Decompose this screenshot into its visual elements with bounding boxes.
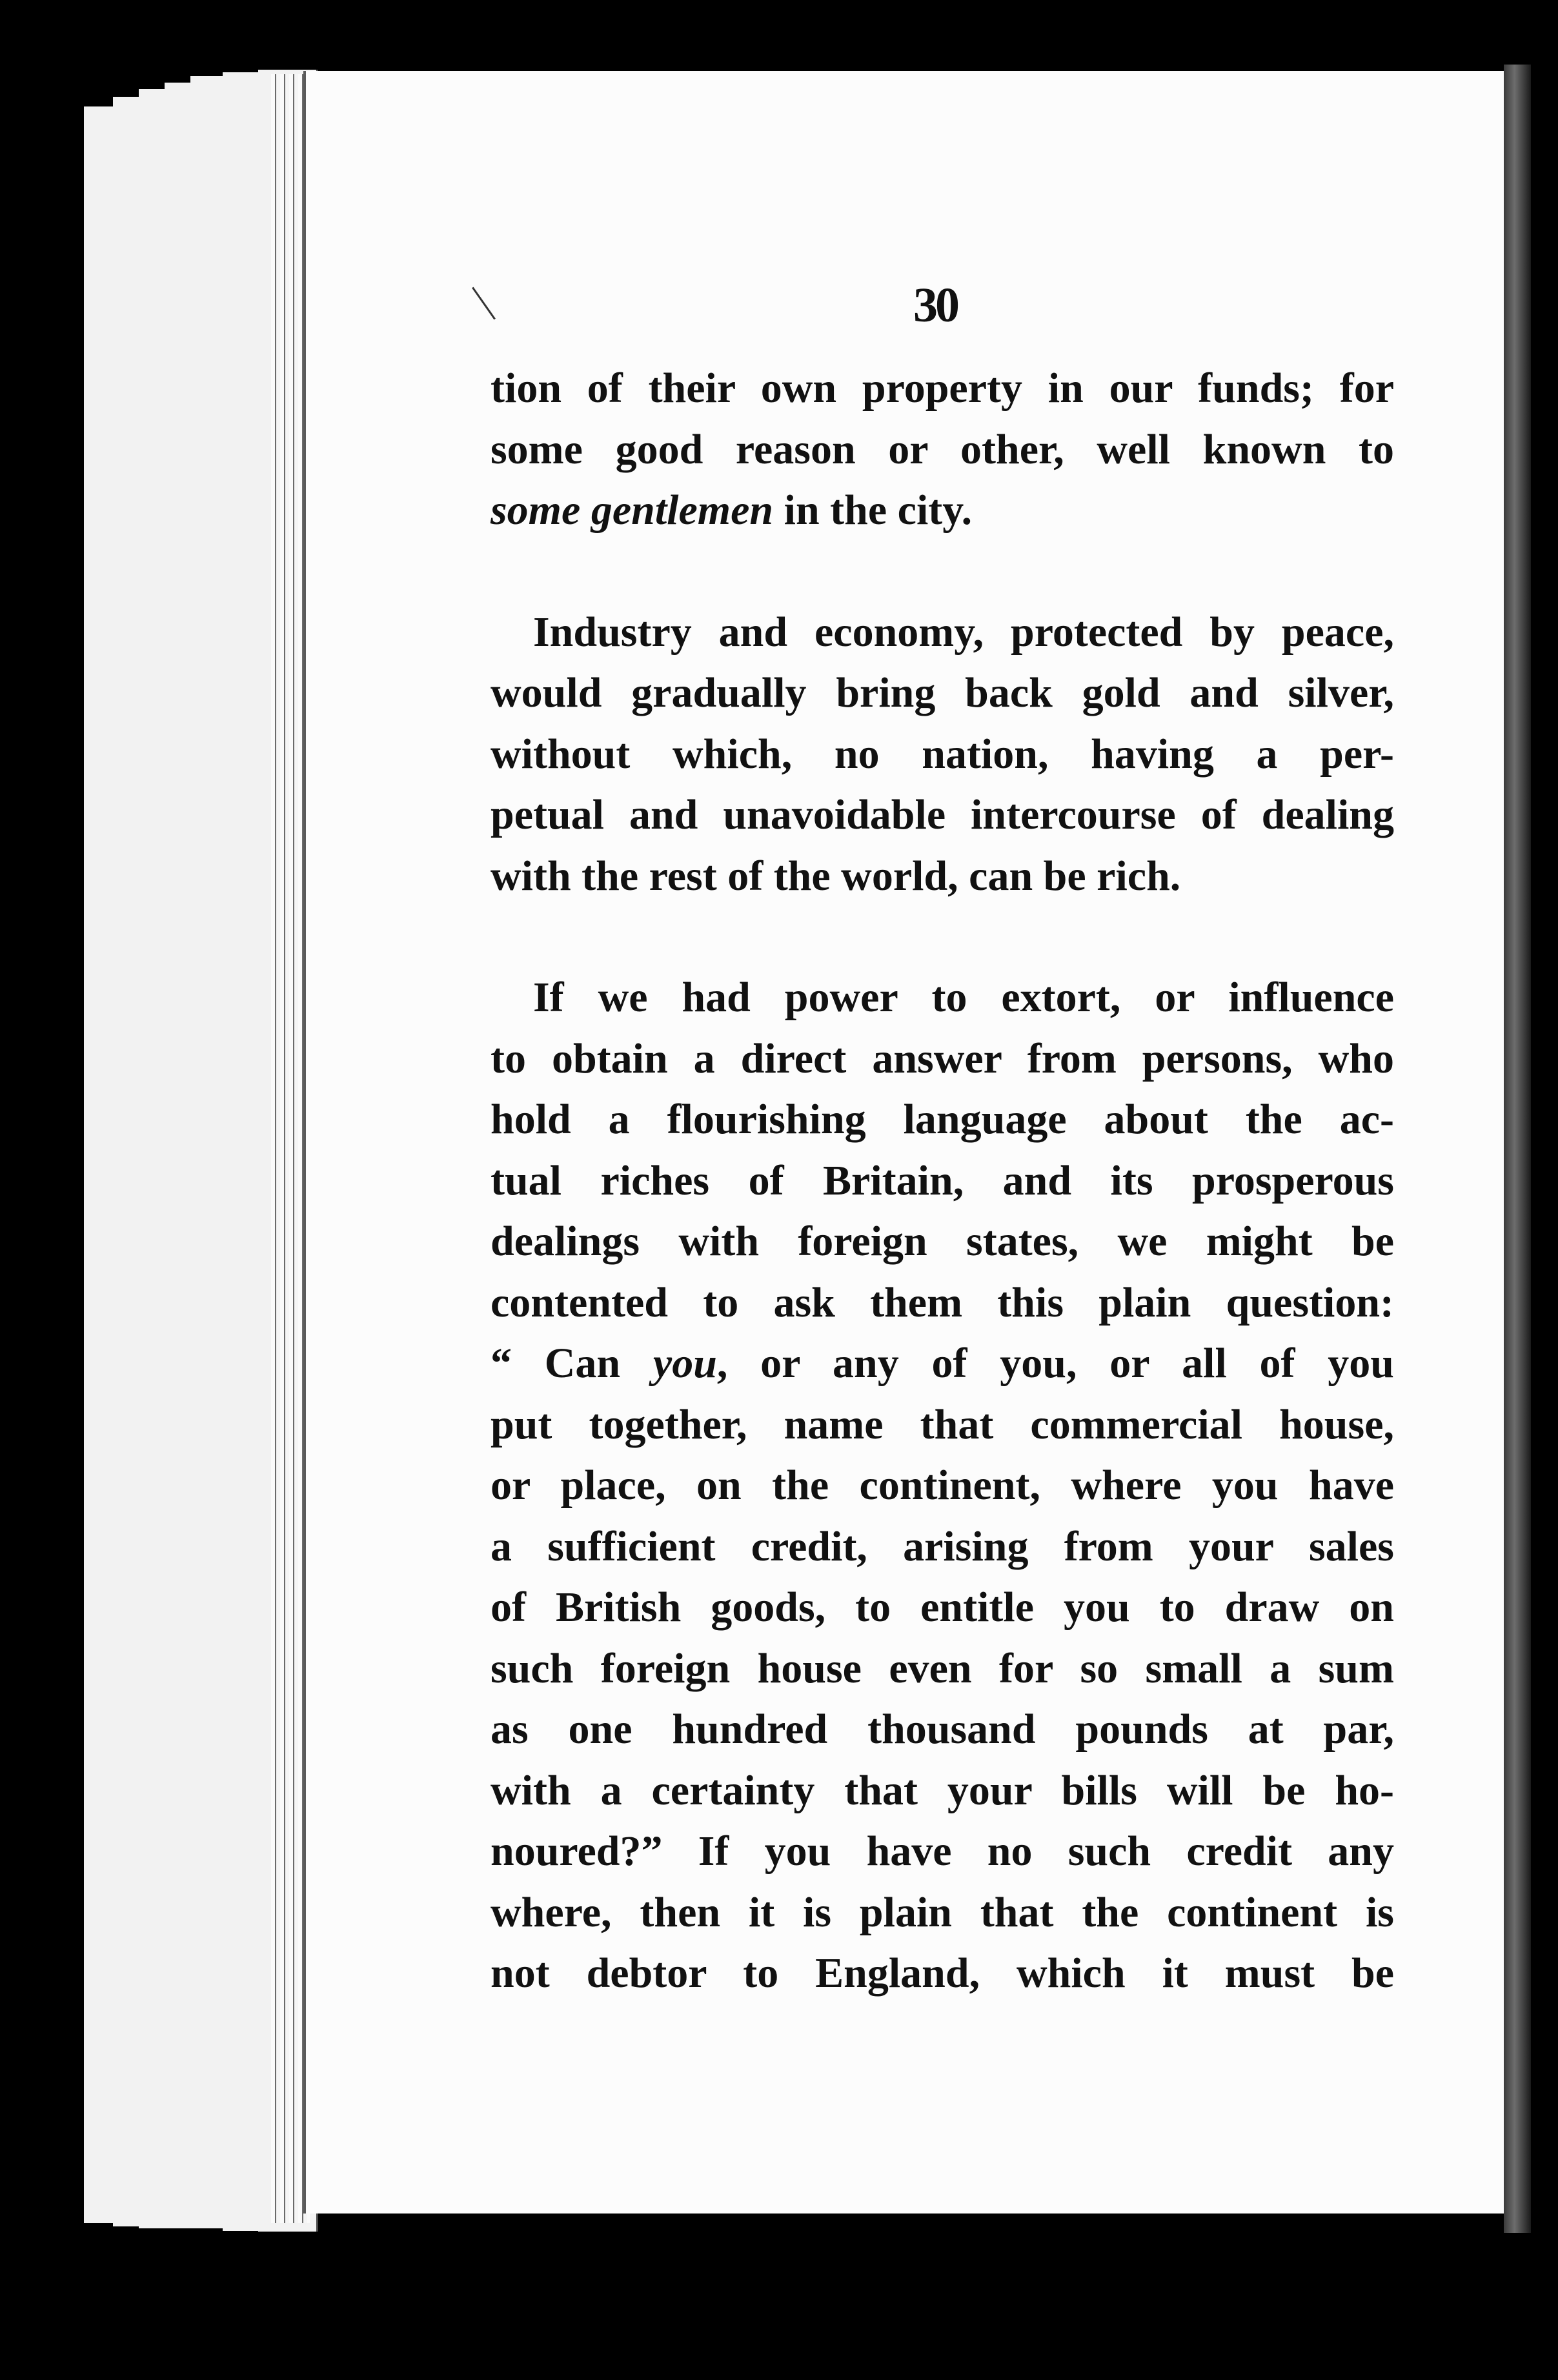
text-line: a sufficient credit, arising from your sales <box>491 1522 1394 1570</box>
text-line: dealings with foreign states, we might be <box>491 1218 1394 1265</box>
text-line: If we had power to extort, or influence <box>533 974 1394 1021</box>
text-run: , or any of you, or all of you <box>716 1340 1394 1387</box>
text-line: hold a flourishing language about the ac- <box>491 1096 1394 1143</box>
text-line: tual riches of Britain, and its prosperous <box>491 1156 1394 1204</box>
text-run: in the city. <box>773 487 973 534</box>
text-line: such foreign house even for so small a sum <box>491 1644 1394 1692</box>
text-line: contented to ask them this plain question: <box>491 1278 1394 1326</box>
text-line: without which, no nation, having a per- <box>491 730 1394 778</box>
text-line: would gradually bring back gold and silver, <box>491 669 1394 716</box>
text-line: or place, on the continent, where you have <box>491 1462 1394 1509</box>
body-text <box>491 358 1394 2004</box>
text-line: as one hundred thousand pounds at par, <box>491 1706 1394 1753</box>
text-line: with the rest of the world, can be rich. <box>491 852 1181 900</box>
text-line: Industry and economy, protected by peace, <box>533 608 1394 656</box>
italic-text: some gentlemen <box>491 487 774 534</box>
page-number: 30 <box>913 278 957 332</box>
text-line <box>491 1333 1394 1395</box>
text-line: tion of their own property in our funds; for <box>491 365 1394 412</box>
italic-text: you <box>653 1340 717 1387</box>
text-line: put together, name that commercial house, <box>491 1400 1394 1448</box>
text-line <box>491 480 1394 541</box>
text-line: noured?” If you have no such credit any <box>491 1828 1394 1875</box>
text-line: some good reason or other, well known to <box>491 425 1394 473</box>
text-run: “ Can <box>491 1340 653 1387</box>
text-line: with a certainty that your bills will be ho- <box>491 1766 1394 1814</box>
binding-shadow <box>1504 65 1531 2233</box>
text-line: where, then it is plain that the continent is <box>491 1888 1394 1936</box>
text-line: petual and unavoidable intercourse of dealing <box>491 791 1394 838</box>
text-line: to obtain a direct answer from persons, who <box>491 1034 1394 1082</box>
text-line: of British goods, to entitle you to draw on <box>491 1584 1394 1631</box>
text-line: not debtor to England, which it must be <box>491 1950 1394 1997</box>
